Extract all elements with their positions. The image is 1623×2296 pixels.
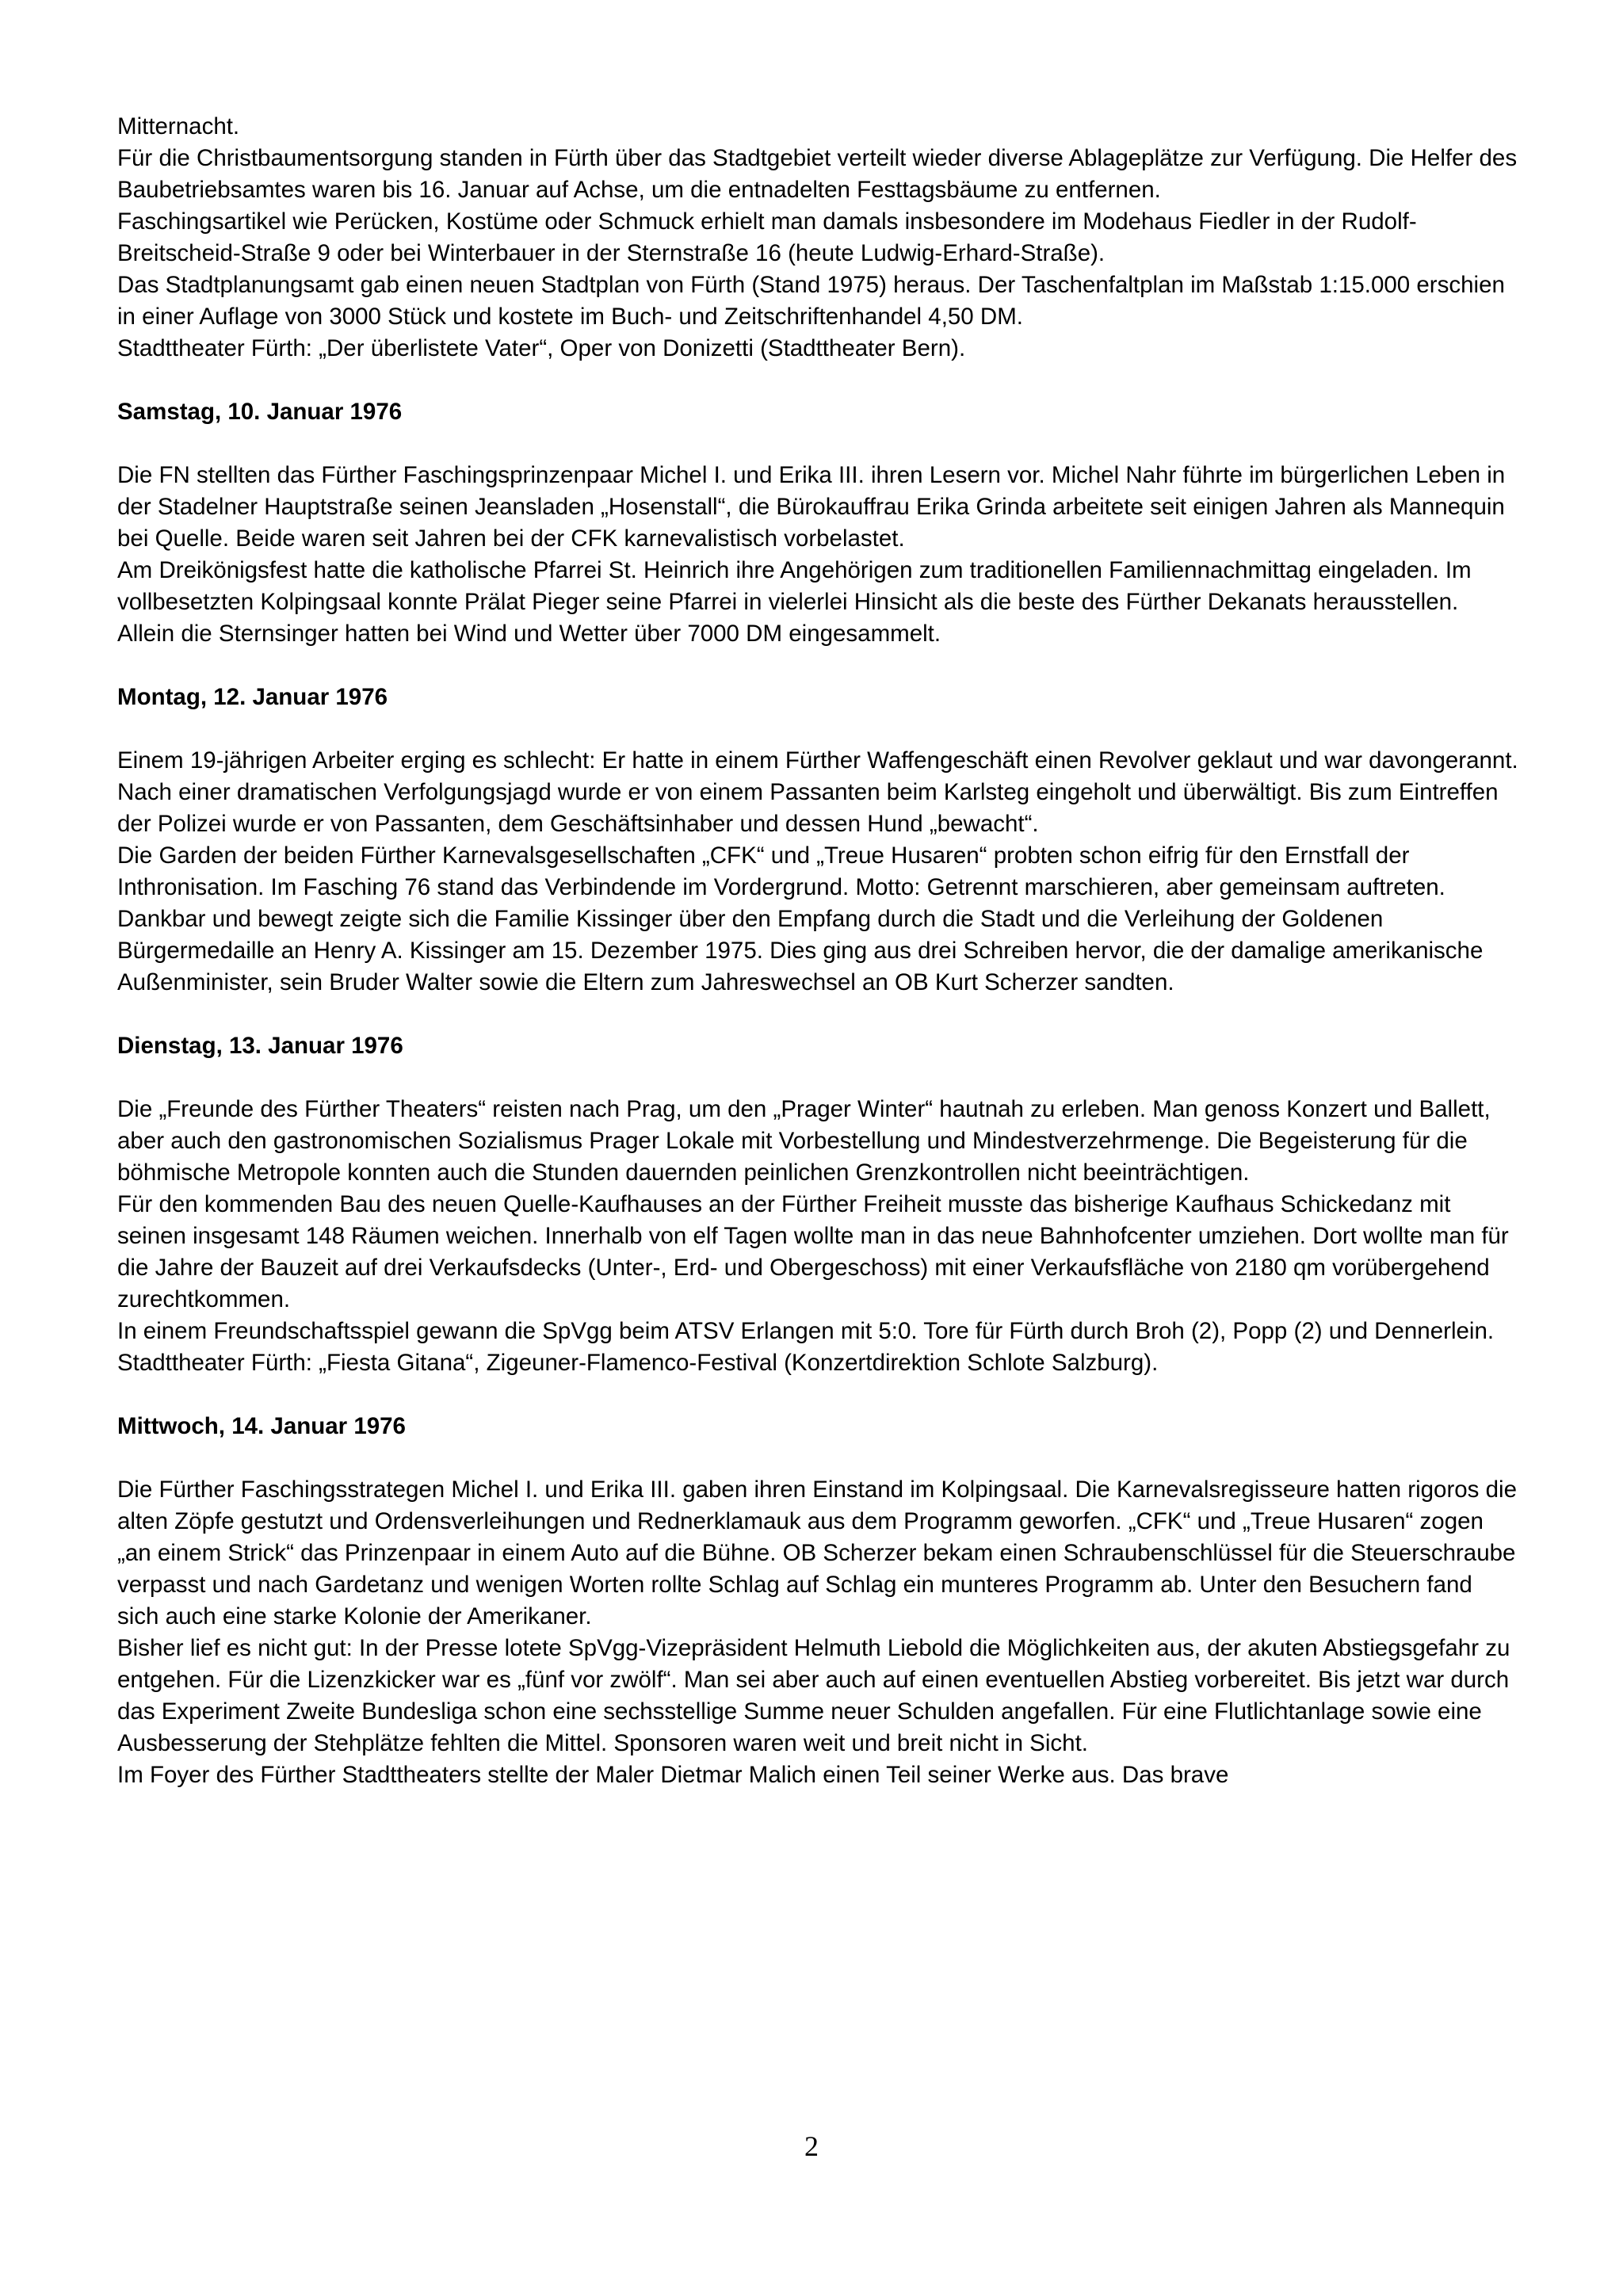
- paragraph: Für den kommenden Bau des neuen Quelle-Kaufhauses an der Fürther Freiheit musste das bisherige Kaufhaus Schickedanz mit seinen insgesamt 148 Räumen weichen. Innerhalb von elf Tagen wollte man in das neue Bahnhofcenter umziehen. Dort wollte man für die Jahre der Bauzeit auf drei Verkaufsdecks (Unter-, Erd- und Obergeschoss) mit einer Verkaufsfläche von 2180 qm vorübergehend zurechtkommen.: [117, 1191, 1509, 1312]
- paragraph: Einem 19-jährigen Arbeiter erging es schlecht: Er hatte in einem Fürther Waffengeschäft einen Revolver geklaut und war davongerannt. Nach einer dramatischen Verfolgungsjagd wurde er von einem Passanten beim Karlsteg eingeholt und überwältigt. Bis zum Eintreffen der Polizei wurde er von Passanten, dem Geschäftsinhaber und dessen Hund „bewacht“.: [117, 747, 1518, 837]
- section-dienstag: [117, 999, 1520, 1379]
- paragraph: Stadttheater Fürth: „Fiesta Gitana“, Zigeuner-Flamenco-Festival (Konzertdirektion Schlote Salzburg).: [117, 1350, 1159, 1376]
- section-montag: [117, 650, 1520, 999]
- section-heading: Samstag, 10. Januar 1976: [117, 399, 403, 425]
- paragraph: Die FN stellten das Fürther Faschingsprinzenpaar Michel I. und Erika III. ihren Lesern vor. Michel Nahr führte im bürgerlichen Leben in der Stadelner Hauptstraße seinen Jeansladen „Hosenstall“, die Bürokauffrau Erika Grinda arbeitete seit einigen Jahren als Mannequin bei Quelle. Beide waren seit Jahren bei der CFK karnevalistisch vorbelastet.: [117, 462, 1506, 552]
- intro-block: [117, 111, 1520, 365]
- paragraph: Dankbar und bewegt zeigte sich die Familie Kissinger über den Empfang durch die Stadt und die Verleihung der Goldenen Bürgermedaille an Henry A. Kissinger am 15. Dezember 1975. Dies ging aus drei Schreiben hervor, die der damalige amerikanische Außenminister, sein Bruder Walter sowie die Eltern zum Jahreswechsel an OB Kurt Scherzer sandten.: [117, 906, 1484, 995]
- paragraph: Stadttheater Fürth: „Der überlistete Vater“, Oper von Donizetti (Stadttheater Bern).: [117, 335, 966, 361]
- section-heading: Dienstag, 13. Januar 1976: [117, 1033, 403, 1059]
- paragraph: Die Fürther Faschingsstrategen Michel I. und Erika III. gaben ihren Einstand im Kolpingsaal. Die Karnevalsregisseure hatten rigoros die alten Zöpfe gestutzt und Ordensverleihungen und Rednerklamauk aus dem Programm geworfen. „CFK“ und „Treue Husaren“ zogen „an einem Strick“ das Prinzenpaar in einem Auto auf die Bühne. OB Scherzer bekam einen Schraubenschlüssel für die Steuerschraube verpasst und nach Gardetanz und wenigen Worten rollte Schlag auf Schlag ein munteres Programm ab. Unter den Besuchern fand sich auch eine starke Kolonie der Amerikaner.: [117, 1477, 1517, 1629]
- section-samstag: [117, 365, 1520, 650]
- paragraph: Faschingsartikel wie Perücken, Kostüme oder Schmuck erhielt man damals insbesondere im Modehaus Fiedler in der Rudolf-Breitscheid-Straße 9 oder bei Winterbauer in der Sternstraße 16 (heute Ludwig-Erhard-Straße).: [117, 208, 1417, 266]
- section-heading: Mittwoch, 14. Januar 1976: [117, 1413, 406, 1439]
- section-heading: Montag, 12. Januar 1976: [117, 684, 388, 710]
- paragraph: Für die Christbaumentsorgung standen in Fürth über das Stadtgebiet verteilt wieder diverse Ablageplätze zur Verfügung. Die Helfer des Baubetriebsamtes waren bis 16. Januar auf Achse, um die entnadelten Festtagsbäume zu entfernen.: [117, 145, 1518, 203]
- paragraph: Bisher lief es nicht gut: In der Presse lotete SpVgg-Vizepräsident Helmuth Liebold die Möglichkeiten aus, der akuten Abstiegsgefahr zu entgehen. Für die Lizenzkicker war es „fünf vor zwölf“. Man sei aber auch auf einen eventuellen Abstieg vorbereitet. Bis jetzt war durch das Experiment Zweite Bundesliga schon eine sechsstellige Summe neuer Schulden angefallen. Für eine Flutlichtanlage sowie eine Ausbesserung der Stehplätze fehlten die Mittel. Sponsoren waren weit und breit nicht in Sicht.: [117, 1635, 1510, 1756]
- paragraph: Die Garden der beiden Fürther Karnevalsgesellschaften „CFK“ und „Treue Husaren“ probten schon eifrig für den Ernstfall der Inthronisation. Im Fasching 76 stand das Verbindende im Vordergrund. Motto: Getrennt marschieren, aber gemeinsam auftreten.: [117, 842, 1445, 900]
- section-mittwoch: [117, 1379, 1520, 1791]
- page-number: 2: [804, 2130, 819, 2162]
- document-page: [117, 111, 1520, 1791]
- paragraph: Mitternacht.: [117, 113, 240, 139]
- paragraph: Die „Freunde des Fürther Theaters“ reisten nach Prag, um den „Prager Winter“ hautnah zu erleben. Man genoss Konzert und Ballett, aber auch den gastronomischen Sozialismus Prager Lokale mit Vorbestellung und Mindestverzehrmenge. Die Begeisterung für die böhmische Metropole konnten auch die Stunden dauernden peinlichen Grenzkontrollen nicht beeinträchtigen.: [117, 1096, 1491, 1186]
- paragraph: Am Dreikönigsfest hatte die katholische Pfarrei St. Heinrich ihre Angehörigen zum traditionellen Familiennachmittag eingeladen. Im vollbesetzten Kolpingsaal konnte Prälat Pieger seine Pfarrei in vielerlei Hinsicht als die beste des Fürther Dekanats herausstellen. Allein die Sternsinger hatten bei Wind und Wetter über 7000 DM eingesammelt.: [117, 557, 1472, 647]
- paragraph: Im Foyer des Fürther Stadttheaters stellte der Maler Dietmar Malich einen Teil seiner Werke aus. Das brave: [117, 1762, 1229, 1788]
- paragraph: Das Stadtplanungsamt gab einen neuen Stadtplan von Fürth (Stand 1975) heraus. Der Taschenfaltplan im Maßstab 1:15.000 erschien in einer Auflage von 3000 Stück und kostete im Buch- und Zeitschriftenhandel 4,50 DM.: [117, 272, 1505, 330]
- paragraph: In einem Freundschaftsspiel gewann die SpVgg beim ATSV Erlangen mit 5:0. Tore für Fürth durch Broh (2), Popp (2) und Dennerlein.: [117, 1318, 1495, 1344]
